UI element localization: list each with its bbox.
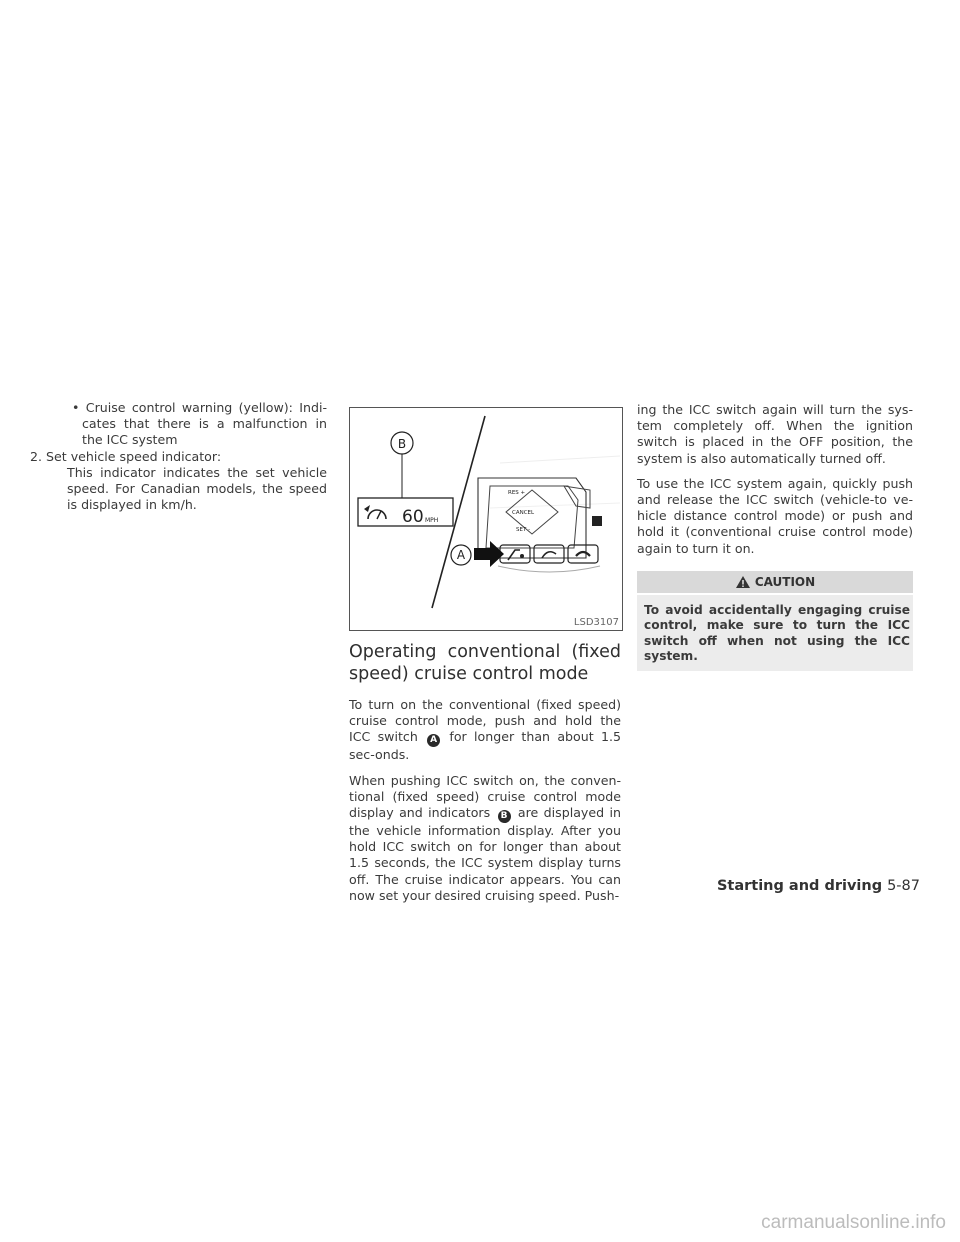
callout-a-icon: A	[427, 734, 440, 747]
set-speed-value: 60	[402, 507, 424, 527]
steering-wheel-switch-illustration	[350, 408, 622, 630]
right-column	[637, 402, 913, 671]
paragraph-text: When pushing ICC switch on, the conven-tional (fixed speed) cruise control mode display and indicators	[349, 772, 621, 821]
caution-text: To avoid accidentally engaging cruise control, make sure to turn the ICC switch off when not using the ICC system.	[637, 595, 913, 671]
page-number: 5-87	[887, 878, 920, 894]
figure-code: LSD3107	[573, 617, 619, 628]
middle-column	[349, 407, 621, 913]
item-2-body: This indicator indicates the set vehicle speed. For Canadian models, the speed is displayed in km/h.	[67, 464, 327, 513]
section-heading: Operating conventional (fixed speed) cruise control mode	[349, 642, 621, 684]
item-2-title: 2. Set vehicle speed indicator:	[30, 448, 222, 464]
callout-b-label: B	[397, 437, 407, 451]
voice-icon	[542, 552, 556, 558]
distance-icon	[592, 516, 602, 526]
phone-icon	[576, 552, 590, 556]
chapter-title: Starting and driving	[716, 878, 883, 894]
icc-switch-figure	[349, 407, 623, 631]
caution-box	[637, 571, 913, 671]
paragraph-text: for longer than about 1.5 sec-onds.	[349, 729, 621, 763]
cancel-label: CANCEL	[512, 510, 535, 516]
caution-title: CAUTION	[754, 574, 816, 589]
paragraph-turn-on	[349, 697, 621, 764]
paragraph-text: are displayed in the vehicle information display. After you hold ICC switch on for longer than about 1.5 seconds, the ICC system display turns off. The cruise indicator appears. You can now set your desired cruising speed. Push-	[349, 805, 621, 903]
paragraph-text: To turn on the conventional (fixed speed) cruise control mode, push and hold the ICC switch	[349, 697, 621, 745]
set-label: SET -	[516, 527, 531, 533]
watermark-text: carmanualsonline.info	[761, 1212, 946, 1233]
cruise-warning-bullet: • Cruise control warning (yellow): Indi-cates that there is a malfunction in the ICC system	[72, 400, 327, 448]
caution-header	[637, 571, 913, 593]
left-column	[30, 400, 327, 513]
paragraph-pushing	[349, 773, 621, 904]
page-footer	[717, 878, 920, 894]
callout-b-icon: B	[498, 810, 511, 823]
speed-unit: MPH	[425, 517, 439, 524]
paragraph-use-again: To use the ICC system again, quickly push and release the ICC switch (vehicle-to ve-hicle distance control mode) or push and hold it (conventional cruise control mode) again to turn it on.	[637, 475, 913, 556]
paragraph-off: ing the ICC switch again will turn the sys-tem completely off. When the ignition switch is placed in the OFF position, the system is also automatically turned off.	[637, 402, 913, 466]
res-label: RES +	[508, 490, 526, 496]
warning-icon	[735, 575, 751, 589]
callout-a-label: A	[456, 548, 466, 562]
